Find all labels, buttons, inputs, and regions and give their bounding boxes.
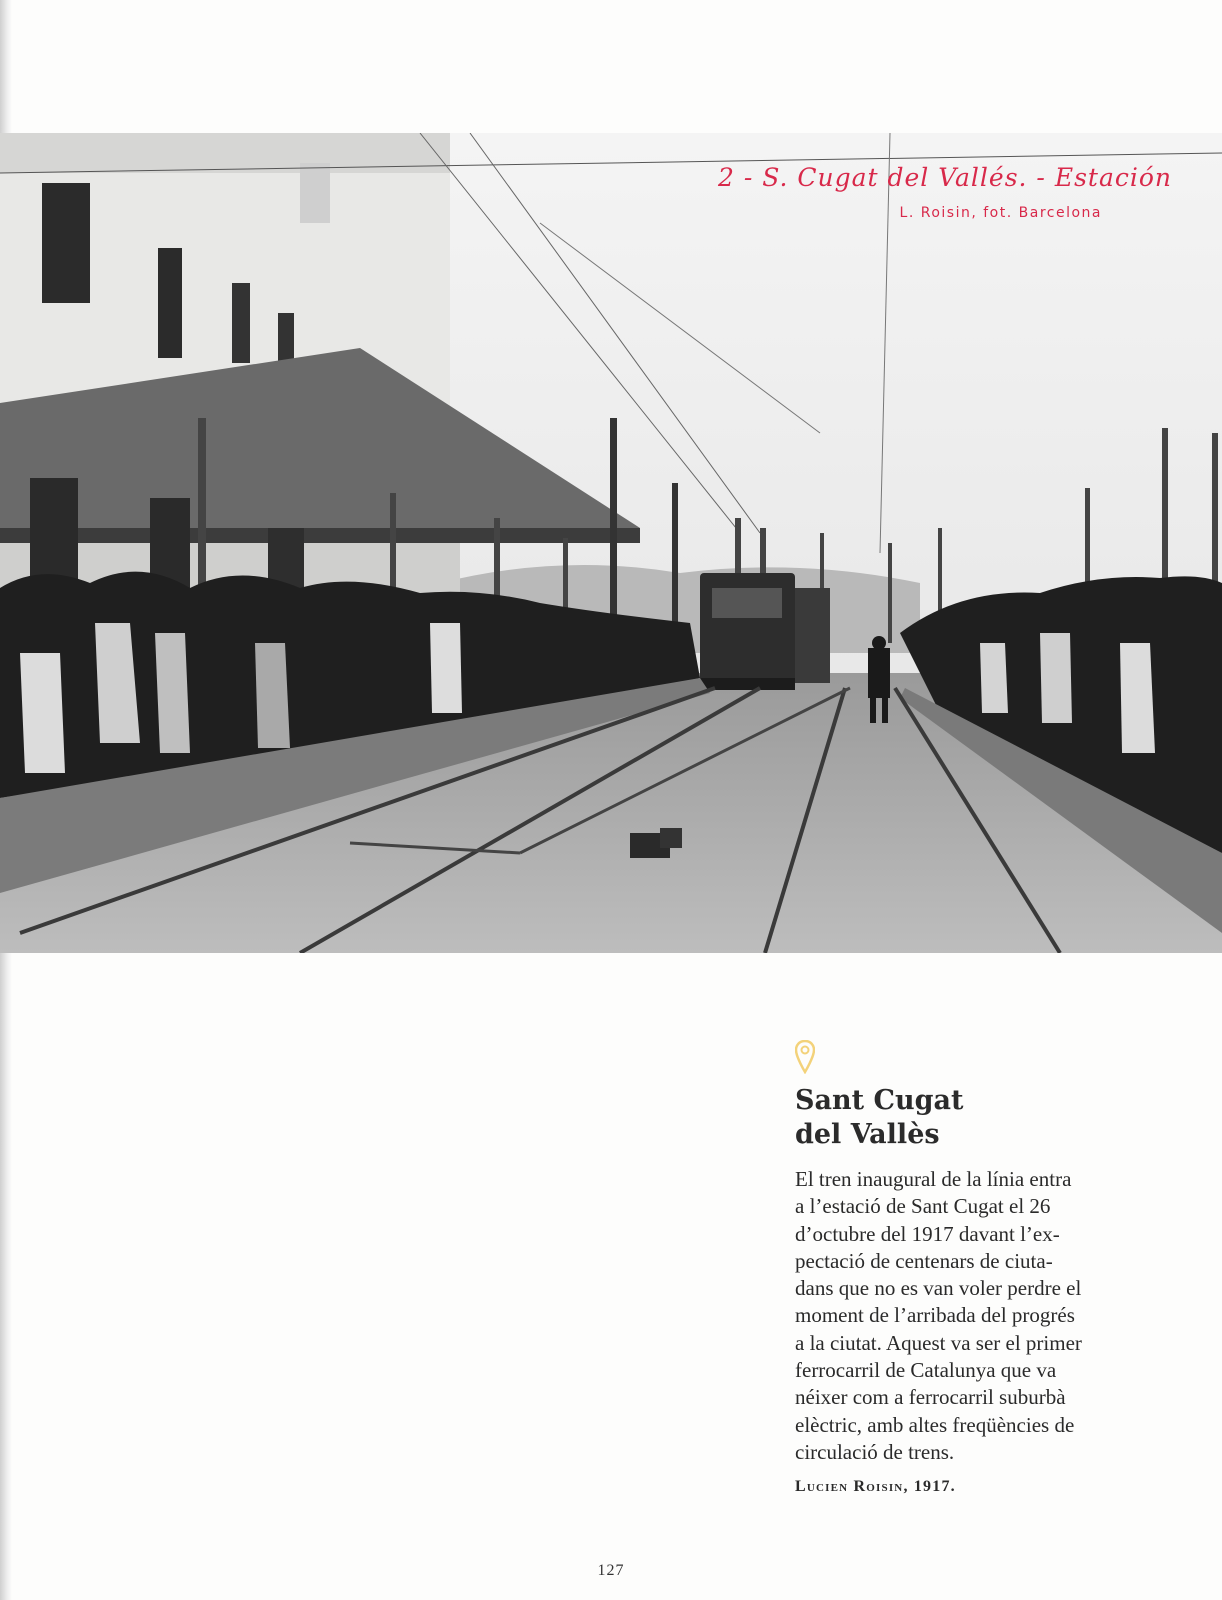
body-line: a la ciutat. Aquest va ser el primer <box>795 1330 1082 1355</box>
body-line: pectació de centenars de ciuta- <box>795 1248 1053 1273</box>
body-line: a l’estació de Sant Cugat el 26 <box>795 1194 1051 1219</box>
title-line-2: del Vallès <box>795 1119 940 1150</box>
title-line-1: Sant Cugat <box>795 1085 964 1116</box>
photo-credit: Lucien Roisin, 1917. <box>795 1478 956 1495</box>
body-line: néixer com a ferrocarril suburbà <box>795 1385 1066 1410</box>
body-line: moment de l’arribada del progrés <box>795 1303 1075 1328</box>
station-photo-illustration <box>0 133 1222 953</box>
body-line: El tren inaugural de la línia entra <box>795 1167 1072 1191</box>
location-pin-icon <box>795 1040 815 1074</box>
body-line: d’octubre del 1917 davant l’ex- <box>795 1221 1060 1246</box>
article-title <box>795 1084 1155 1152</box>
article-body <box>795 1166 1135 1466</box>
body-line: circulació de trens. <box>795 1439 955 1464</box>
body-line: ferrocarril de Catalunya que va <box>795 1358 1057 1383</box>
body-line: dans que no es van voler perdre el <box>795 1276 1082 1301</box>
page-number: 127 <box>597 1562 625 1579</box>
body-line: elèctric, amb altes freqüències de <box>795 1412 1075 1437</box>
photographer-imprint: L. Roisin, fot. Barcelona <box>899 205 1102 221</box>
historic-station-photo <box>0 133 1222 953</box>
postcard-caption: 2 - S. Cugat del Vallés. - Estación <box>718 163 1172 192</box>
